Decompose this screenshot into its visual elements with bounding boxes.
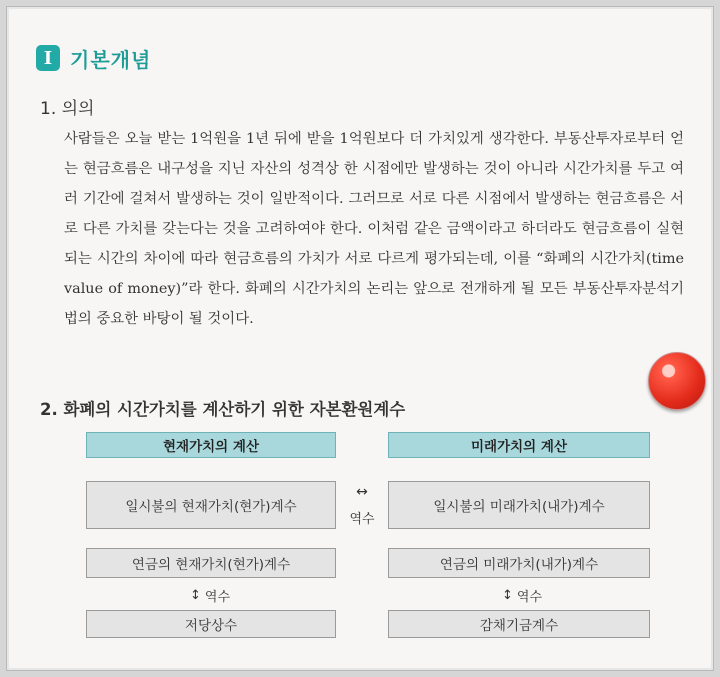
annuity-present-value-factor: 연금의 현재가치(현가)계수 (86, 548, 336, 578)
subsection-title-capitalization-factors: 2. 화폐의 시간가치를 계산하기 위한 자본환원계수 (40, 400, 406, 419)
future-value-header: 미래가치의 계산 (388, 432, 650, 458)
annuity-future-value-factor: 연금의 미래가치(내가)계수 (388, 548, 650, 578)
sinking-fund-factor: 감채기금계수 (388, 610, 650, 638)
right-reciprocal (502, 586, 542, 605)
lump-sum-future-value-factor: 일시불의 미래가치(내가)계수 (388, 481, 650, 529)
body-paragraph: 사람들은 오늘 받는 1억원을 1년 뒤에 받을 1억원보다 더 가치있게 생각한다. 부동산투자로부터 얻는 현금흐름은 내구성을 지닌 자산의 성격상 한 시점에만 발생하는 것이 아니라 시간가치를 두고 여러 기간에 걸쳐서 발생하는 것이 일반적이다. 그러므로 서로 다른 시점에서 발생하는 현금흐름은 서로 다른 가치를 갖는다는 것을 고려하여야 한다. 이처럼 같은 금액이라고 하더라도 현금흐름이 실현되는 시간의 차이에 따라 현금흐름의 가치가 서로 다르게 평가되는데, 이를 “화폐의 시간가치(time value of money)”라 한다. 화폐의 시간가치의 논리는 앞으로 전개하게 될 모든 부동산투자분석기법의 중요한 바탕이 될 것이다. (64, 131, 684, 327)
vertical-arrow-icon: ↕ (502, 588, 513, 603)
red-ball-marker (648, 352, 706, 410)
horizontal-reciprocal-label: 역수 (349, 512, 375, 527)
subsection-title-meaning: 1. 의의 (40, 99, 95, 119)
vertical-arrow-icon: ↕ (190, 588, 201, 603)
horizontal-arrow-icon: ↔ (356, 484, 368, 500)
mortgage-constant: 저당상수 (86, 610, 336, 638)
section-number-badge: I (36, 45, 60, 71)
section-title: 기본개념 (70, 47, 152, 72)
present-value-header: 현재가치의 계산 (86, 432, 336, 458)
left-reciprocal-label: 역수 (204, 590, 231, 605)
lump-sum-present-value-factor: 일시불의 현재가치(현가)계수 (86, 481, 336, 529)
left-reciprocal (190, 586, 230, 605)
section-heading (36, 44, 151, 72)
right-reciprocal-label: 역수 (516, 590, 543, 605)
